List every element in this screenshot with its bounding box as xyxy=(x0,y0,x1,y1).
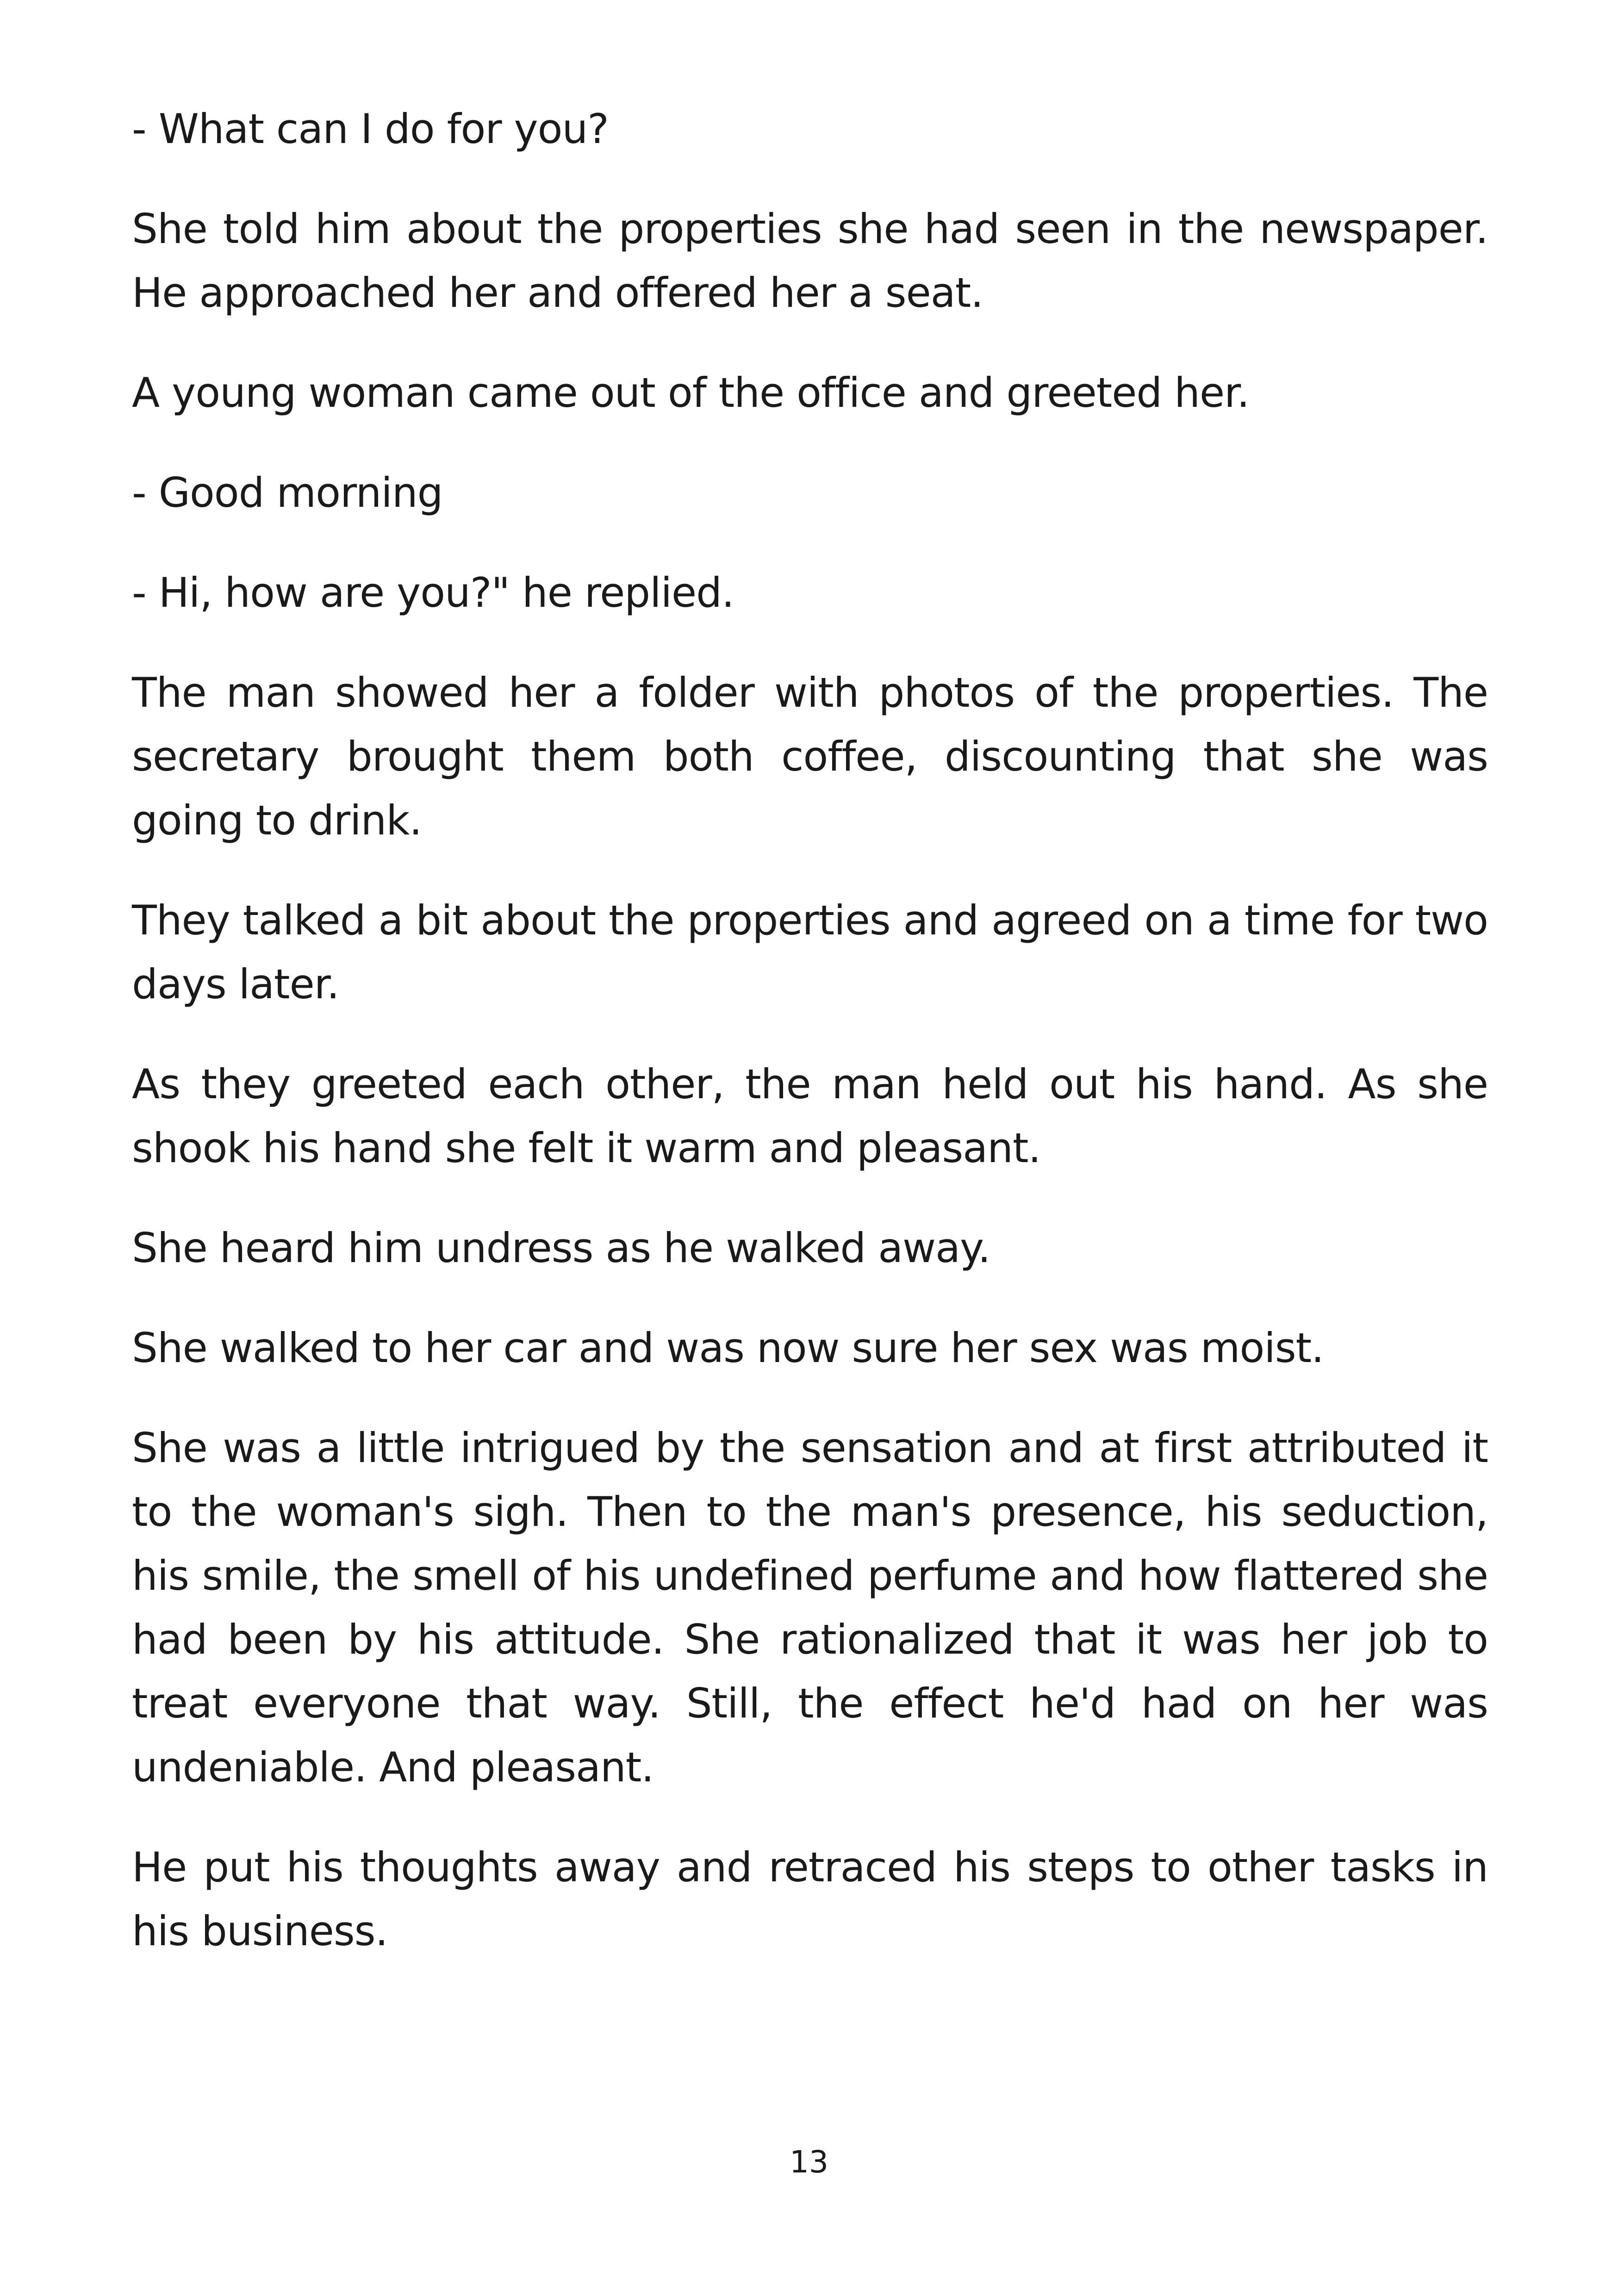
paragraph: The man showed her a folder with photos of the properties. The secretary brought them both coffee, discounting that she was going to drink. xyxy=(132,669,1488,844)
paragraph: They talked a bit about the properties and agreed on a time for two days later. xyxy=(132,896,1488,1008)
paragraph: She walked to her car and was now sure her sex was moist. xyxy=(132,1324,1324,1372)
paragraph: A young woman came out of the office and greeted her. xyxy=(132,369,1250,417)
paragraph: - What can I do for you? xyxy=(132,105,609,153)
paragraph: - Hi, how are you?" he replied. xyxy=(132,569,734,616)
body-text xyxy=(132,97,1488,1999)
paragraph: As they greeted each other, the man held out his hand. As she shook his hand she felt it warm and pleasant. xyxy=(132,1060,1488,1172)
paragraph: He put his thoughts away and retraced his steps to other tasks in his business. xyxy=(132,1843,1488,1955)
page-number: 13 xyxy=(790,2144,828,2180)
paragraph: She heard him undress as he walked away. xyxy=(132,1224,990,1272)
paragraph: She was a little intrigued by the sensation and at first attributed it to the woman's sigh. Then to the man's presence, his seduction, his smile, the smell of his undefined perfume and how flattered she had been by his attitude. She rationalized that it was her job to treat everyone that way. Still, the effect he'd had on her was undeniable. And pleasant. xyxy=(132,1424,1488,1791)
paragraph: - Good morning xyxy=(132,469,443,516)
paragraph: She told him about the properties she had seen in the newspaper. He approached her and offered her a seat. xyxy=(132,205,1488,317)
